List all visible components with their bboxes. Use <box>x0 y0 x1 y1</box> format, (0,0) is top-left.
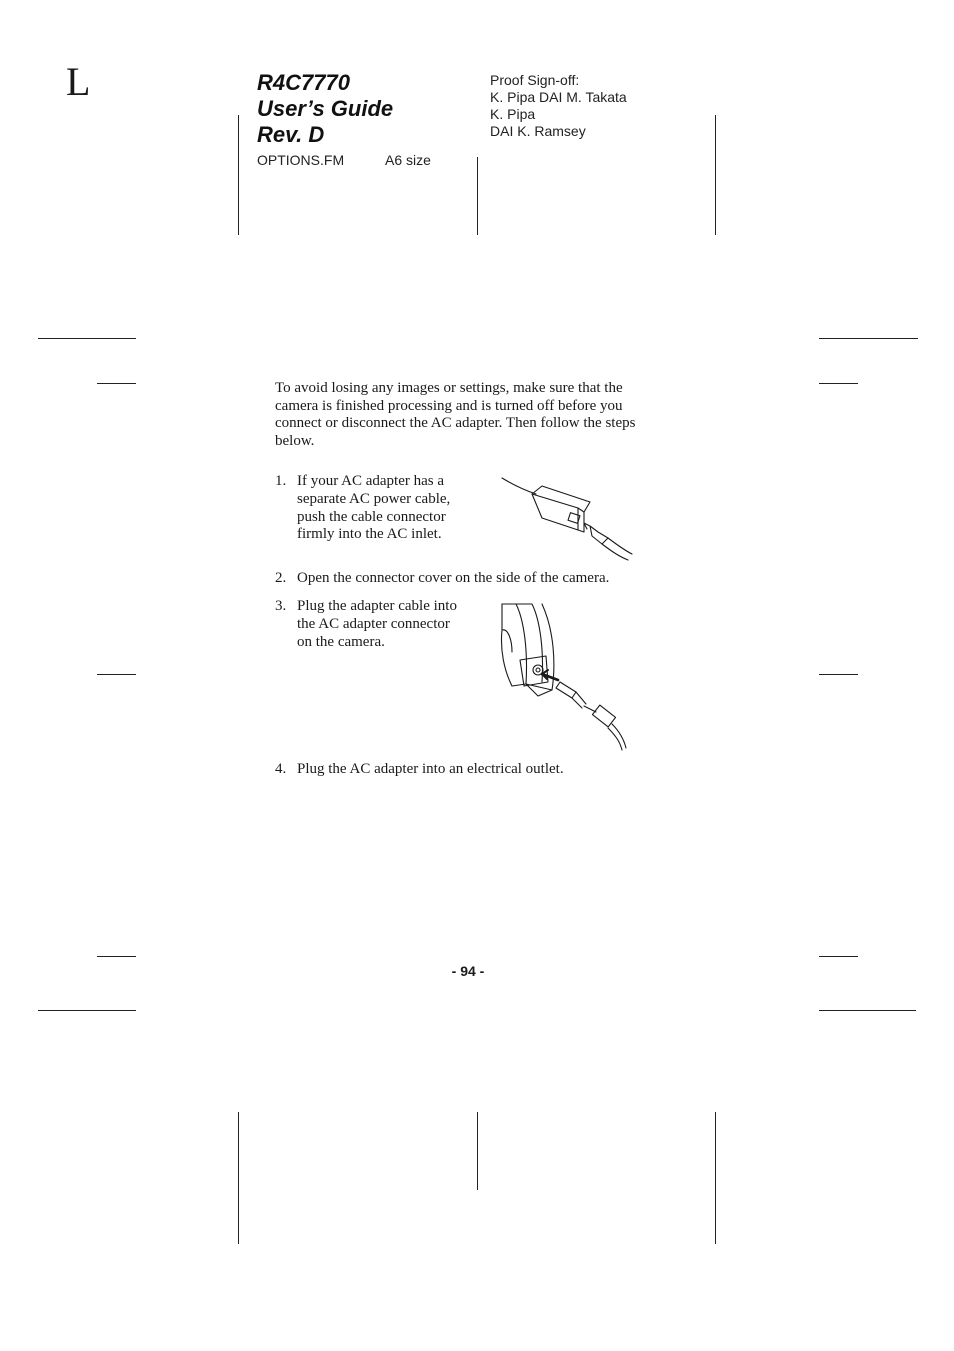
intro-line: camera is finished processing and is turned off before you <box>275 397 623 414</box>
crop-mark <box>715 1112 716 1244</box>
title-line: User’s Guide <box>257 96 394 121</box>
crop-mark <box>819 956 858 957</box>
step-number: 4. <box>275 761 287 777</box>
step-line: If your AC adapter has a <box>297 473 445 489</box>
step-number: 2. <box>275 570 287 586</box>
proof-line: K. Pipa DAI M. Takata <box>490 89 627 105</box>
proof-signoff <box>490 72 627 140</box>
intro-line: To avoid losing any images or settings, make sure that the <box>275 380 623 396</box>
crop-mark <box>38 338 136 339</box>
step-line: on the camera. <box>297 633 385 650</box>
title-line: Rev. D <box>257 122 325 147</box>
crop-mark <box>38 1010 136 1011</box>
proof-line: K. Pipa <box>490 106 536 122</box>
crop-mark <box>97 674 136 675</box>
crop-mark <box>819 338 918 339</box>
crop-mark <box>477 1112 478 1190</box>
intro-line: below. <box>275 432 315 449</box>
title-line: R4C7770 <box>257 70 350 95</box>
step-number: 3. <box>275 598 287 614</box>
step-number: 1. <box>275 473 287 489</box>
step-text <box>297 473 450 544</box>
intro-paragraph <box>275 380 665 450</box>
file-meta <box>257 152 431 168</box>
proof-line: Proof Sign-off: <box>490 72 580 88</box>
page-number: - 94 - <box>451 963 485 979</box>
step-line: push the cable connector <box>297 508 446 525</box>
filename: OPTIONS.FM <box>257 152 345 168</box>
crop-mark <box>715 115 716 235</box>
step-line: Plug the adapter cable into <box>297 598 457 614</box>
crop-mark <box>819 1010 916 1011</box>
crop-mark <box>819 383 858 384</box>
corner-letter: L <box>66 59 91 104</box>
step-text <box>297 598 457 651</box>
crop-mark <box>238 115 239 235</box>
crop-mark <box>97 383 136 384</box>
page-size: A6 size <box>385 152 431 168</box>
crop-mark <box>819 674 858 675</box>
crop-mark <box>477 157 478 235</box>
proof-line: DAI K. Ramsey <box>490 123 586 139</box>
step-line: Open the connector cover on the side of the camera. <box>297 570 610 586</box>
step-text <box>297 761 564 779</box>
step-line: firmly into the AC inlet. <box>297 526 442 543</box>
crop-mark <box>97 956 136 957</box>
step-line: the AC adapter connector <box>297 615 450 632</box>
camera-connector-illustration <box>498 600 638 752</box>
step-line: Plug the AC adapter into an electrical outlet. <box>297 761 564 777</box>
step-text <box>297 570 609 588</box>
document-title <box>257 70 393 148</box>
intro-line: connect or disconnect the AC adapter. Then follow the steps <box>275 415 636 432</box>
step-line: separate AC power cable, <box>297 490 451 507</box>
crop-mark <box>238 1112 239 1244</box>
ac-adapter-illustration <box>498 474 638 562</box>
